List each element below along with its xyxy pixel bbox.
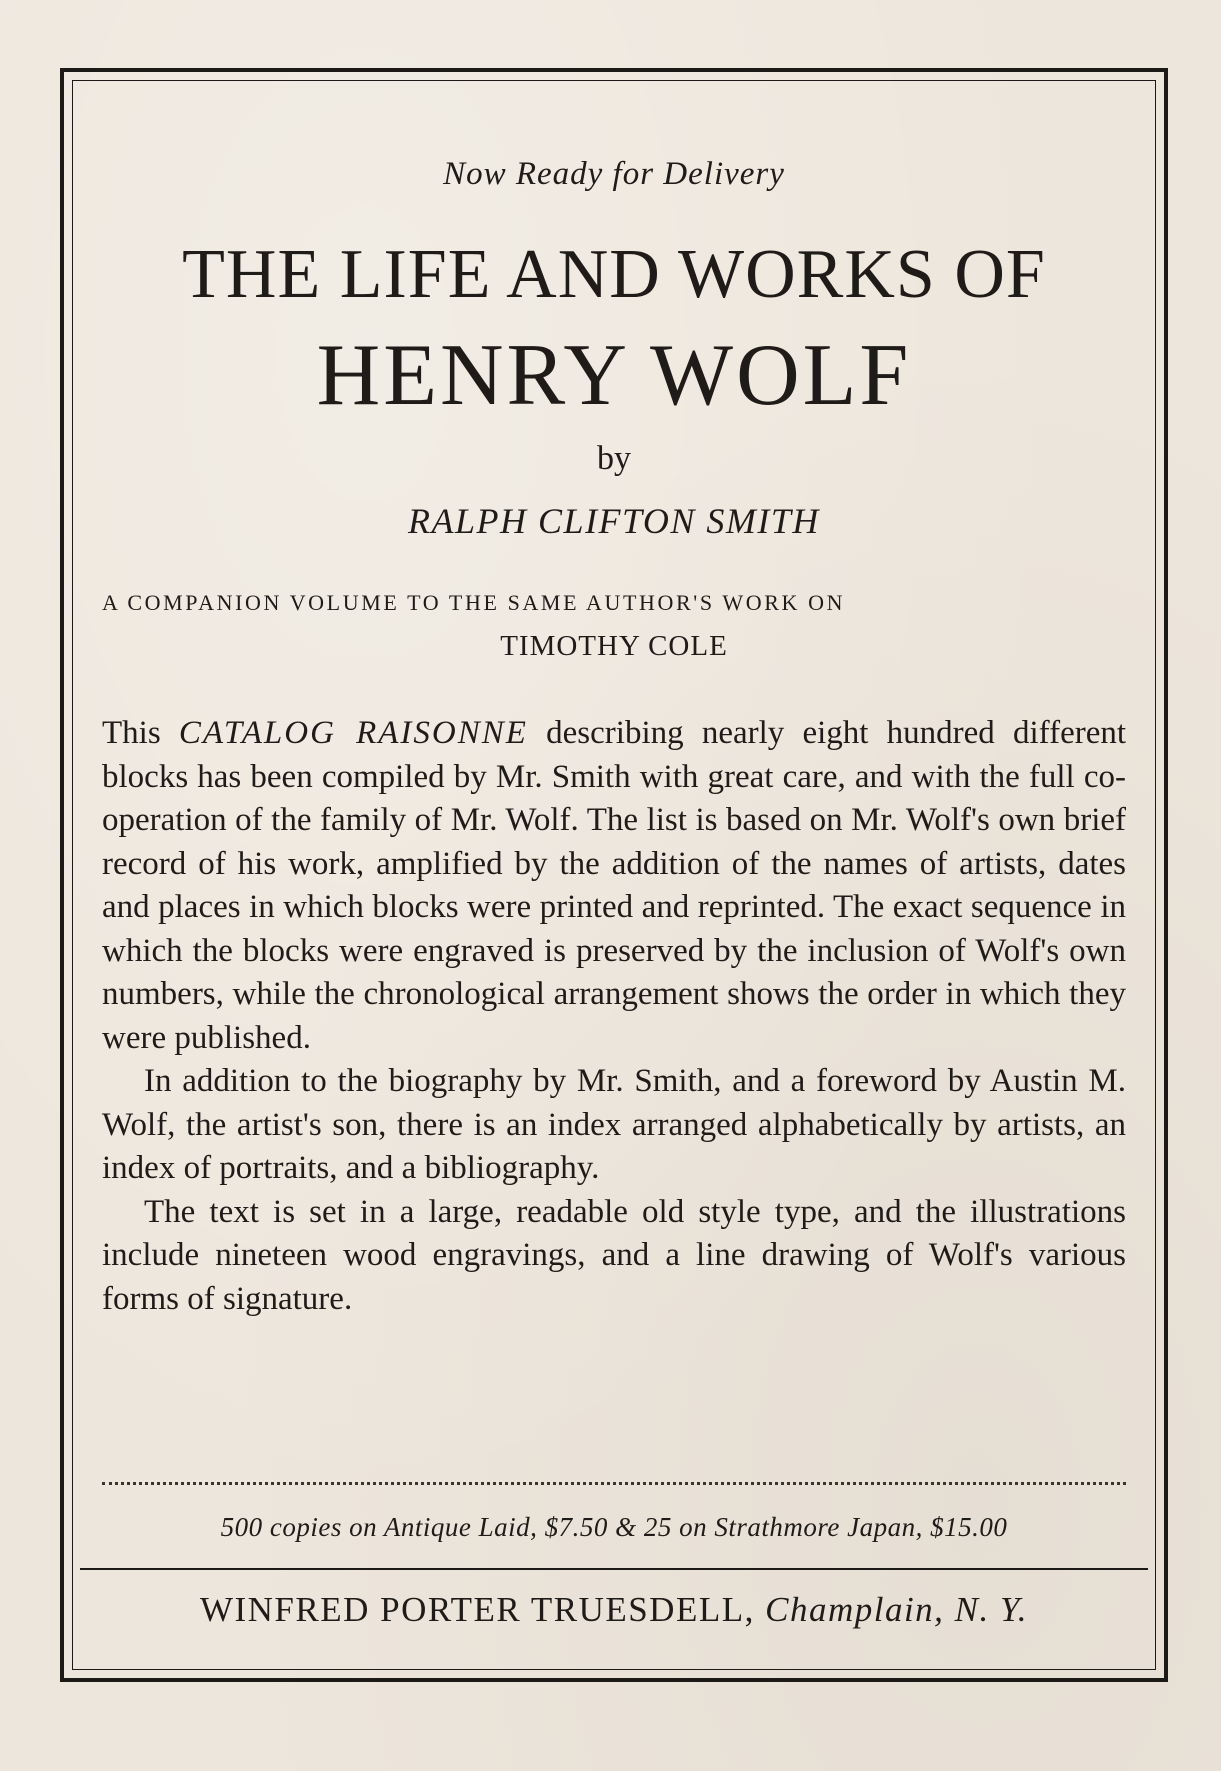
paragraph-1-lead: This <box>102 715 161 751</box>
paragraph-3: The text is set in a large, readable old style type, and the illustrations include nineteen wood engravings, and a line drawing of Wolf's various forms of signature. <box>102 1193 1126 1317</box>
by-label: by <box>597 440 631 477</box>
advertisement-page <box>72 80 1156 1670</box>
paragraph-1-rest: describing nearly eight hundred different blocks has been compiled by Mr. Smith with great care, and with the full co-operation of the family of Mr. Wolf. The list is based on Mr. Wolf's own brief record of his work, amplified by the addition of the names of artists, dates and places in which blocks were printed and reprinted. The exact sequence in which the blocks were engraved is preserved by the inclusion of Wolf's own numbers, while the chronological arrangement shows the order in which they were published. <box>102 715 1127 1056</box>
companion-subject: TIMOTHY COLE <box>500 630 728 662</box>
paragraph-1 <box>102 712 1126 1060</box>
publisher-name: WINFRED PORTER TRUESDELL, <box>199 1590 755 1629</box>
author-name: RALPH CLIFTON SMITH <box>408 501 820 541</box>
dotted-rule <box>102 1482 1126 1485</box>
catalog-raisonne: CATALOG RAISONNE <box>178 715 528 751</box>
edition-pricing: 500 copies on Antique Laid, $7.50 & 25 on Strathmore Japan, $15.00 <box>220 1512 1008 1542</box>
publisher-line <box>102 1590 1126 1630</box>
publisher-place: Champlain, N. Y. <box>765 1590 1029 1629</box>
companion-line: A COMPANION VOLUME TO THE SAME AUTHOR'S WORK ON <box>102 590 846 615</box>
solid-rule <box>80 1568 1148 1570</box>
kicker-line: Now Ready for Delivery <box>443 156 785 192</box>
paragraph-2: In addition to the biography by Mr. Smith, and a foreword by Austin M. Wolf, the artist's son, there is an index arranged alphabetically by artists, an index of portraits, and a bibliography. <box>102 1063 1126 1186</box>
title-line-2: HENRY WOLF <box>316 327 912 424</box>
description-body <box>102 712 1126 1321</box>
title-line-1: THE LIFE AND WORKS OF <box>182 236 1046 313</box>
